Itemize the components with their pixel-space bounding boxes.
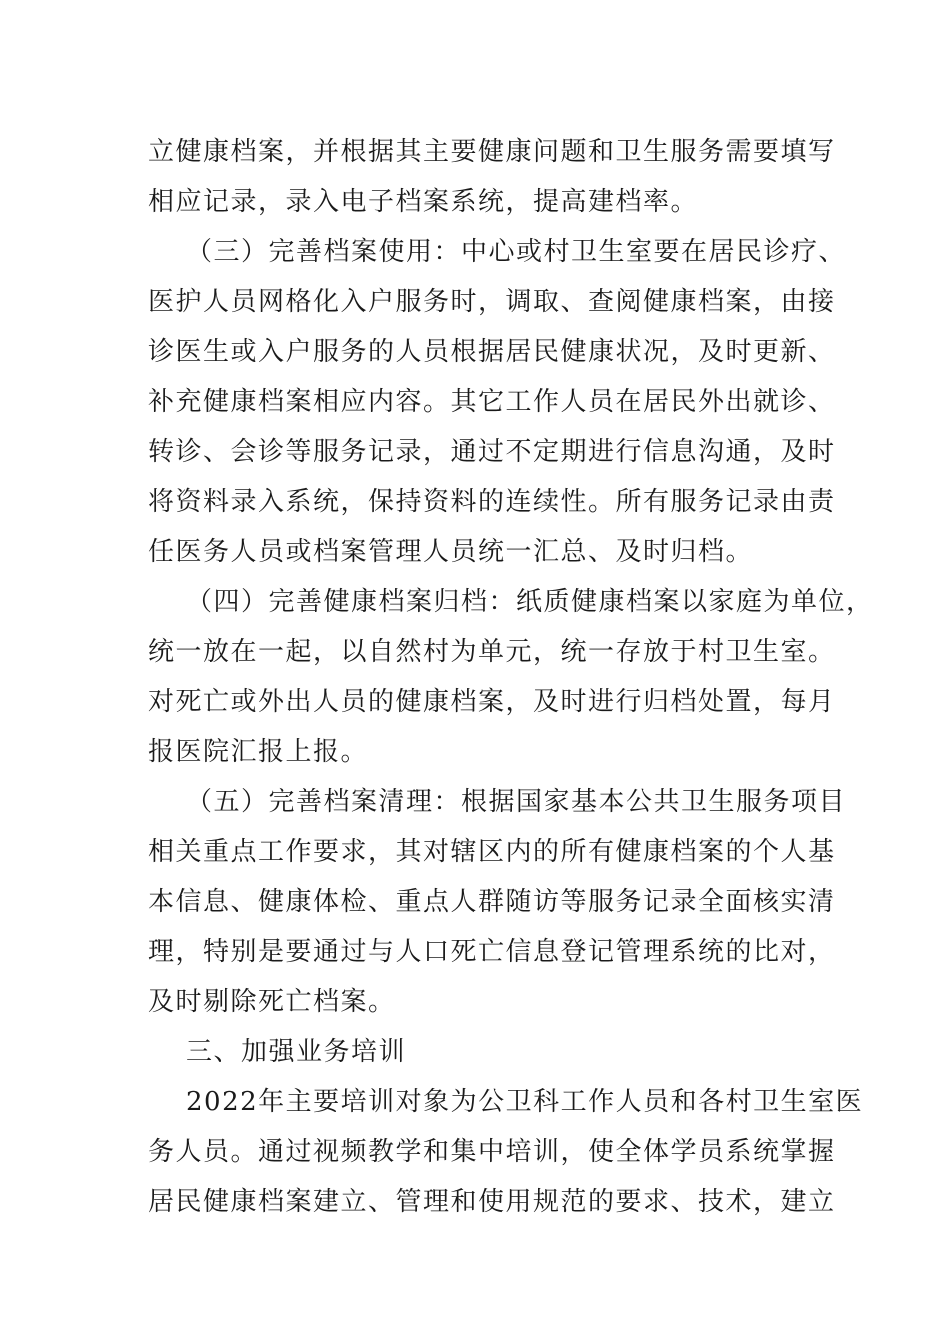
text-line: 报医院汇报上报。 xyxy=(148,737,369,767)
text-line: 立健康档案，并根据其主要健康问题和卫生服务需要填写 xyxy=(148,137,836,167)
text-line: 居民健康档案建立、管理和使用规范的要求、技术，建立 xyxy=(148,1187,836,1217)
section-heading-5: （五）完善档案清理：根据国家基本公共卫生服务项目 xyxy=(186,787,847,817)
section-title-3: 三、加强业务培训 xyxy=(186,1037,407,1067)
text-line: 务人员。通过视频教学和集中培训，使全体学员系统掌握 xyxy=(148,1137,836,1167)
text-line: 及时剔除死亡档案。 xyxy=(148,987,396,1017)
text-line: 补充健康档案相应内容。其它工作人员在居民外出就诊、 xyxy=(148,387,836,417)
text-line: 对死亡或外出人员的健康档案，及时进行归档处置，每月 xyxy=(148,687,836,717)
text-line: 理，特别是要通过与人口死亡信息登记管理系统的比对， xyxy=(148,937,836,967)
section-heading-4: （四）完善健康档案归档：纸质健康档案以家庭为单位， xyxy=(186,587,874,617)
section-heading-3: （三）完善档案使用：中心或村卫生室要在居民诊疗、 xyxy=(186,237,847,267)
text-line: 任医务人员或档案管理人员统一汇总、及时归档。 xyxy=(148,537,754,567)
text-line: 将资料录入系统，保持资料的连续性。所有服务记录由责 xyxy=(148,487,836,517)
text-line: 诊医生或入户服务的人员根据居民健康状况，及时更新、 xyxy=(148,337,836,367)
paragraph-start: 2022年主要培训对象为公卫科工作人员和各村卫生室医 xyxy=(186,1087,864,1117)
text-line: 相应记录，录入电子档案系统，提高建档率。 xyxy=(148,187,699,217)
text-line: 转诊、会诊等服务记录，通过不定期进行信息沟通，及时 xyxy=(148,437,836,467)
text-line: 本信息、健康体检、重点人群随访等服务记录全面核实清 xyxy=(148,887,836,917)
text-line: 统一放在一起，以自然村为单元，统一存放于村卫生室。 xyxy=(148,637,836,667)
text-line: 医护人员网格化入户服务时，调取、查阅健康档案，由接 xyxy=(148,287,836,317)
text-line: 相关重点工作要求，其对辖区内的所有健康档案的个人基 xyxy=(148,837,836,867)
